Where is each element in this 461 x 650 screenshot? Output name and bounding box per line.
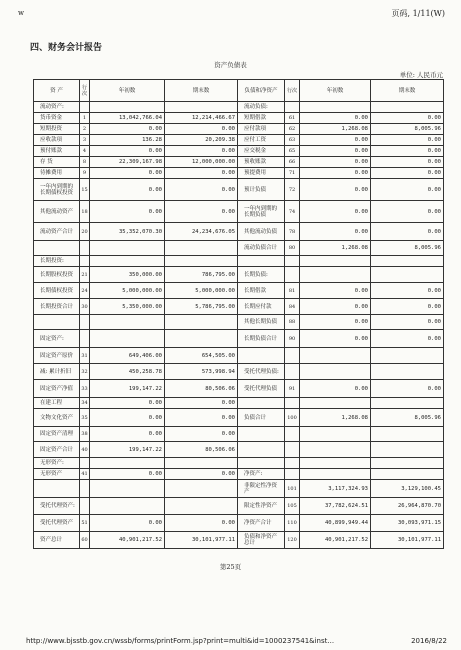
asset-row-number: 1 (80, 113, 90, 124)
liability-item-label: 应付工资 (238, 135, 285, 146)
asset-beginning-value (90, 256, 165, 267)
asset-item-label: 短期投资 (34, 124, 80, 135)
asset-beginning-value: 22,309,167.98 (90, 157, 165, 168)
asset-item-label: 文物文化资产 (34, 409, 80, 427)
liability-item-label: 应交税金 (238, 146, 285, 157)
asset-item-label: 预付账款 (34, 146, 80, 157)
liability-item-label: 净资产合计 (238, 515, 285, 532)
liability-item-label (238, 348, 285, 364)
asset-row-number: 24 (80, 283, 90, 299)
asset-beginning-value: 35,352,070.30 (90, 223, 165, 241)
table-row (34, 458, 444, 469)
liability-item-label: 其他流动负债 (238, 223, 285, 241)
asset-beginning-value: 0.00 (90, 124, 165, 135)
liability-row-number: 65 (285, 146, 300, 157)
asset-ending-value: 20,209.38 (165, 135, 238, 146)
table-row (34, 201, 444, 223)
asset-row-number: 32 (80, 364, 90, 380)
table-row (34, 267, 444, 283)
liability-beginning-value: 0.00 (300, 283, 371, 299)
table-row (34, 442, 444, 458)
asset-ending-value: 24,234,676.05 (165, 223, 238, 241)
liability-beginning-value (300, 267, 371, 283)
liability-ending-value (371, 458, 444, 469)
col-header-ending: 期末数 (371, 80, 444, 102)
asset-ending-value (165, 315, 238, 330)
asset-ending-value: 0.00 (165, 124, 238, 135)
liability-beginning-value: 0.00 (300, 113, 371, 124)
liability-beginning-value: 0.00 (300, 223, 371, 241)
liability-item-label: 预计负债 (238, 179, 285, 201)
asset-item-label: 长期债权投资 (34, 283, 80, 299)
asset-item-label: 流动资产: (34, 102, 80, 113)
liability-row-number: 101 (285, 480, 300, 498)
asset-ending-value: 80,506.06 (165, 380, 238, 398)
liability-ending-value: 26,964,870.70 (371, 498, 444, 515)
asset-item-label: 无形资产 (34, 469, 80, 480)
liability-ending-value: 0.00 (371, 157, 444, 168)
asset-beginning-value: 0.00 (90, 179, 165, 201)
asset-ending-value: 0.00 (165, 469, 238, 480)
asset-row-number: 40 (80, 442, 90, 458)
liability-row-number: 72 (285, 179, 300, 201)
asset-beginning-value (90, 458, 165, 469)
liability-row-number (285, 348, 300, 364)
liability-item-label: 应付款项 (238, 124, 285, 135)
asset-row-number: 3 (80, 135, 90, 146)
asset-beginning-value: 5,000,000.00 (90, 283, 165, 299)
col-header-beginning: 年初数 (300, 80, 371, 102)
liability-beginning-value: 0.00 (300, 380, 371, 398)
liability-item-label: 负债和净资产总计 (238, 532, 285, 549)
page-indicator: 页码, 1/11(W) (391, 9, 445, 18)
liability-ending-value: 8,005.96 (371, 124, 444, 135)
liability-item-label (238, 458, 285, 469)
currency-unit: 单位: 人民币元 (399, 71, 443, 79)
liability-row-number (285, 398, 300, 409)
liability-ending-value (371, 348, 444, 364)
asset-beginning-value: 0.00 (90, 398, 165, 409)
asset-beginning-value (90, 241, 165, 256)
asset-beginning-value: 136.28 (90, 135, 165, 146)
asset-item-label: 货币资金 (34, 113, 80, 124)
liability-row-number: 78 (285, 223, 300, 241)
col-header-beginning: 年初数 (90, 80, 165, 102)
liability-ending-value: 0.00 (371, 330, 444, 348)
liability-beginning-value (300, 102, 371, 113)
asset-ending-value: 0.00 (165, 179, 238, 201)
asset-ending-value (165, 241, 238, 256)
asset-row-number: 41 (80, 469, 90, 480)
liability-row-number: 71 (285, 168, 300, 179)
asset-beginning-value: 40,901,217.52 (90, 532, 165, 549)
asset-ending-value: 30,101,977.11 (165, 532, 238, 549)
liability-item-label: 非限定性净资产 (238, 480, 285, 498)
asset-beginning-value: 0.00 (90, 201, 165, 223)
asset-item-label: 长期股权投资 (34, 267, 80, 283)
liability-row-number (285, 427, 300, 442)
asset-item-label: 一年内到期的长期债权投资 (34, 179, 80, 201)
liability-item-label: 长期负债合计 (238, 330, 285, 348)
table-row (34, 168, 444, 179)
asset-ending-value (165, 330, 238, 348)
liability-row-number: 74 (285, 201, 300, 223)
section-title: 四、财务会计报告 (30, 43, 103, 53)
liability-ending-value: 0.00 (371, 135, 444, 146)
liability-item-label: 受托代理负债: (238, 364, 285, 380)
asset-item-label: 固定资产净值 (34, 380, 80, 398)
liability-ending-value: 0.00 (371, 179, 444, 201)
asset-row-number: 2 (80, 124, 90, 135)
liability-row-number (285, 442, 300, 458)
asset-row-number: 9 (80, 168, 90, 179)
asset-item-label: 资产总计 (34, 532, 80, 549)
liability-row-number (285, 469, 300, 480)
liability-ending-value (371, 427, 444, 442)
liability-beginning-value: 0.00 (300, 330, 371, 348)
asset-beginning-value (90, 330, 165, 348)
liability-row-number: 105 (285, 498, 300, 515)
asset-item-label: 流动资产合计 (34, 223, 80, 241)
asset-row-number: 60 (80, 532, 90, 549)
liability-item-label: 净资产: (238, 469, 285, 480)
asset-ending-value: 12,000,000.00 (165, 157, 238, 168)
asset-row-number: 8 (80, 157, 90, 168)
liability-ending-value: 0.00 (371, 315, 444, 330)
asset-row-number (80, 315, 90, 330)
table-row (34, 398, 444, 409)
liability-row-number: 80 (285, 241, 300, 256)
liability-ending-value (371, 267, 444, 283)
col-header-assets: 资 产 (34, 80, 80, 102)
liability-beginning-value: 0.00 (300, 146, 371, 157)
table-row (34, 380, 444, 398)
liability-item-label: 长期负债: (238, 267, 285, 283)
table-row (34, 330, 444, 348)
asset-beginning-value (90, 480, 165, 498)
asset-item-label: 固定资产原价 (34, 348, 80, 364)
asset-ending-value: 0.00 (165, 168, 238, 179)
asset-ending-value: 0.00 (165, 398, 238, 409)
liability-item-label: 其他长期负债 (238, 315, 285, 330)
liability-beginning-value: 1,268.08 (300, 409, 371, 427)
page-number: 第25页 (219, 563, 242, 571)
asset-item-label: 长期投资: (34, 256, 80, 267)
liability-beginning-value: 0.00 (300, 168, 371, 179)
table-row (34, 409, 444, 427)
liability-beginning-value: 1,268.08 (300, 241, 371, 256)
liability-row-number: 66 (285, 157, 300, 168)
asset-beginning-value: 199,147.22 (90, 380, 165, 398)
asset-ending-value: 786,795.00 (165, 267, 238, 283)
table-row (34, 223, 444, 241)
asset-ending-value (165, 458, 238, 469)
liability-beginning-value: 0.00 (300, 135, 371, 146)
asset-ending-value: 654,505.00 (165, 348, 238, 364)
liability-beginning-value: 40,899,949.44 (300, 515, 371, 532)
table-row (34, 364, 444, 380)
asset-beginning-value: 0.00 (90, 146, 165, 157)
table-row (34, 146, 444, 157)
asset-beginning-value (90, 315, 165, 330)
asset-item-label: 在建工程 (34, 398, 80, 409)
liability-item-label: 预收账款 (238, 157, 285, 168)
liability-row-number: 91 (285, 380, 300, 398)
table-row (34, 256, 444, 267)
asset-row-number (80, 330, 90, 348)
asset-ending-value: 5,786,795.00 (165, 299, 238, 315)
asset-ending-value (165, 102, 238, 113)
asset-item-label: 存 货 (34, 157, 80, 168)
asset-item-label: 长期投资合计 (34, 299, 80, 315)
asset-item-label: 其他流动资产 (34, 201, 80, 223)
balance-sheet-table (33, 79, 444, 549)
liability-beginning-value (300, 442, 371, 458)
asset-ending-value: 0.00 (165, 201, 238, 223)
liability-ending-value: 8,005.96 (371, 241, 444, 256)
asset-item-label (34, 241, 80, 256)
col-header-ending: 期末数 (165, 80, 238, 102)
table-row (34, 427, 444, 442)
asset-item-label: 减: 累计折旧 (34, 364, 80, 380)
asset-item-label: 固定资产: (34, 330, 80, 348)
header-left-mark: w (18, 9, 24, 17)
asset-ending-value: 12,214,466.67 (165, 113, 238, 124)
table-row (34, 532, 444, 549)
liability-beginning-value: 0.00 (300, 157, 371, 168)
asset-beginning-value: 0.00 (90, 427, 165, 442)
liability-beginning-value (300, 348, 371, 364)
liability-row-number: 62 (285, 124, 300, 135)
table-row (34, 124, 444, 135)
asset-item-label: 无形资产: (34, 458, 80, 469)
liability-beginning-value (300, 364, 371, 380)
asset-row-number: 18 (80, 201, 90, 223)
liability-beginning-value (300, 256, 371, 267)
liability-item-label: 预提费用 (238, 168, 285, 179)
liability-beginning-value (300, 398, 371, 409)
asset-row-number: 35 (80, 409, 90, 427)
liability-ending-value: 0.00 (371, 168, 444, 179)
liability-item-label: 受托代理负债 (238, 380, 285, 398)
asset-beginning-value: 450,258.78 (90, 364, 165, 380)
liability-ending-value: 0.00 (371, 113, 444, 124)
table-row (34, 283, 444, 299)
liability-row-number: 90 (285, 330, 300, 348)
table-row (34, 113, 444, 124)
liability-ending-value: 30,093,971.15 (371, 515, 444, 532)
asset-row-number: 4 (80, 146, 90, 157)
asset-row-number: 21 (80, 267, 90, 283)
asset-beginning-value (90, 498, 165, 515)
table-row (34, 179, 444, 201)
asset-row-number: 31 (80, 348, 90, 364)
asset-row-number: 20 (80, 223, 90, 241)
asset-beginning-value: 0.00 (90, 168, 165, 179)
liability-row-number: 110 (285, 515, 300, 532)
table-row (34, 157, 444, 168)
liability-beginning-value: 0.00 (300, 201, 371, 223)
liability-row-number: 63 (285, 135, 300, 146)
asset-item-label (34, 480, 80, 498)
asset-item-label (34, 315, 80, 330)
liability-ending-value: 30,101,977.11 (371, 532, 444, 549)
liability-item-label: 长期应付款 (238, 299, 285, 315)
asset-row-number (80, 480, 90, 498)
liability-row-number: 81 (285, 283, 300, 299)
liability-item-label (238, 442, 285, 458)
liability-ending-value (371, 442, 444, 458)
liability-row-number: 84 (285, 299, 300, 315)
asset-beginning-value: 0.00 (90, 469, 165, 480)
asset-row-number (80, 102, 90, 113)
asset-beginning-value: 350,000.00 (90, 267, 165, 283)
asset-beginning-value: 13,042,766.04 (90, 113, 165, 124)
table-row (34, 315, 444, 330)
asset-ending-value: 80,506.06 (165, 442, 238, 458)
table-row (34, 348, 444, 364)
col-header-row-no: 行次 (285, 80, 300, 102)
liability-beginning-value: 1,268.08 (300, 124, 371, 135)
liability-ending-value: 0.00 (371, 223, 444, 241)
asset-row-number: 30 (80, 299, 90, 315)
liability-row-number: 88 (285, 315, 300, 330)
asset-item-label: 固定资产合计 (34, 442, 80, 458)
liability-item-label (238, 398, 285, 409)
asset-ending-value (165, 498, 238, 515)
asset-item-label: 应收款项 (34, 135, 80, 146)
liability-ending-value (371, 364, 444, 380)
table-row (34, 102, 444, 113)
asset-beginning-value: 199,147.22 (90, 442, 165, 458)
asset-row-number: 15 (80, 179, 90, 201)
liability-row-number: 120 (285, 532, 300, 549)
asset-row-number: 33 (80, 380, 90, 398)
asset-beginning-value: 5,350,000.00 (90, 299, 165, 315)
liability-beginning-value: 37,782,624.51 (300, 498, 371, 515)
asset-item-label: 固定资产清理 (34, 427, 80, 442)
asset-row-number: 51 (80, 515, 90, 532)
asset-ending-value: 0.00 (165, 427, 238, 442)
liability-beginning-value: 0.00 (300, 299, 371, 315)
asset-ending-value: 5,000,000.00 (165, 283, 238, 299)
liability-row-number (285, 458, 300, 469)
liability-row-number: 61 (285, 113, 300, 124)
table-row (34, 299, 444, 315)
liability-ending-value: 8,005.96 (371, 409, 444, 427)
liability-beginning-value: 3,117,324.93 (300, 480, 371, 498)
liability-row-number (285, 256, 300, 267)
asset-item-label: 受托代理资产: (34, 498, 80, 515)
asset-ending-value: 573,998.94 (165, 364, 238, 380)
asset-row-number (80, 498, 90, 515)
liability-beginning-value: 0.00 (300, 179, 371, 201)
asset-beginning-value (90, 102, 165, 113)
asset-row-number (80, 458, 90, 469)
footer-date: 2016/8/22 (411, 637, 447, 645)
liability-ending-value: 0.00 (371, 299, 444, 315)
liability-item-label: 负债合计 (238, 409, 285, 427)
liability-item-label: 短期借款 (238, 113, 285, 124)
liability-row-number (285, 364, 300, 380)
asset-beginning-value: 0.00 (90, 409, 165, 427)
asset-beginning-value: 0.00 (90, 515, 165, 532)
liability-ending-value: 0.00 (371, 283, 444, 299)
liability-row-number (285, 102, 300, 113)
table-row (34, 515, 444, 532)
asset-item-label: 受托代理资产 (34, 515, 80, 532)
asset-beginning-value: 649,406.00 (90, 348, 165, 364)
table-row (34, 498, 444, 515)
table-row (34, 135, 444, 146)
liability-ending-value: 3,129,100.45 (371, 480, 444, 498)
table-title: 资产负债表 (214, 61, 247, 69)
liability-item-label (238, 256, 285, 267)
col-header-liabilities: 负债和净资产 (238, 80, 285, 102)
liability-beginning-value: 40,901,217.52 (300, 532, 371, 549)
asset-item-label: 待摊费用 (34, 168, 80, 179)
asset-ending-value: 0.00 (165, 515, 238, 532)
liability-beginning-value (300, 469, 371, 480)
liability-item-label: 一年内到期的长期负债 (238, 201, 285, 223)
asset-ending-value: 0.00 (165, 409, 238, 427)
table-header-row (34, 80, 444, 102)
liability-beginning-value (300, 427, 371, 442)
footer-url: http://www.bjsstb.gov.cn/wssb/forms/printForm.jsp?print=multi&id=1000237541&inst... (26, 637, 335, 645)
table-row (34, 241, 444, 256)
table-row (34, 480, 444, 498)
liability-row-number: 100 (285, 409, 300, 427)
asset-row-number (80, 241, 90, 256)
liability-item-label: 长期借款 (238, 283, 285, 299)
asset-ending-value (165, 256, 238, 267)
asset-row-number: 38 (80, 427, 90, 442)
asset-row-number (80, 256, 90, 267)
table-row (34, 469, 444, 480)
liability-item-label: 流动负债: (238, 102, 285, 113)
asset-ending-value (165, 480, 238, 498)
liability-beginning-value (300, 458, 371, 469)
liability-row-number (285, 267, 300, 283)
asset-row-number: 34 (80, 398, 90, 409)
liability-ending-value (371, 102, 444, 113)
liability-beginning-value: 0.00 (300, 315, 371, 330)
liability-ending-value (371, 256, 444, 267)
liability-ending-value: 0.00 (371, 201, 444, 223)
liability-ending-value (371, 398, 444, 409)
asset-ending-value: 0.00 (165, 146, 238, 157)
liability-item-label (238, 427, 285, 442)
liability-item-label: 限定性净资产 (238, 498, 285, 515)
col-header-row-no: 行次 (80, 80, 90, 102)
liability-ending-value: 0.00 (371, 146, 444, 157)
liability-ending-value (371, 469, 444, 480)
liability-ending-value: 0.00 (371, 380, 444, 398)
liability-item-label: 流动负债合计 (238, 241, 285, 256)
